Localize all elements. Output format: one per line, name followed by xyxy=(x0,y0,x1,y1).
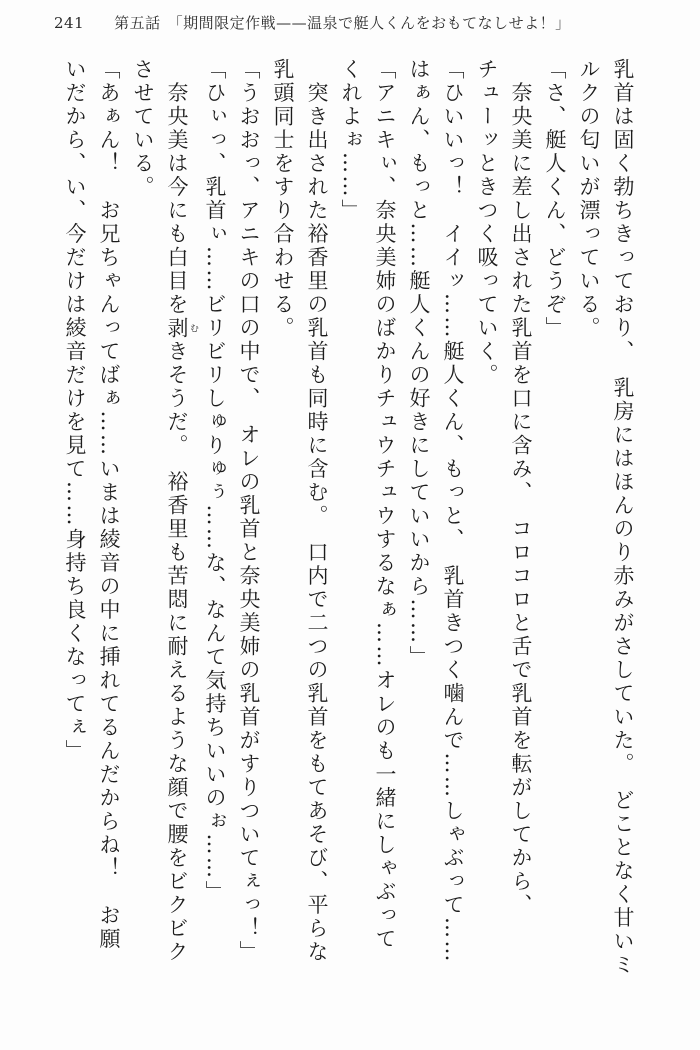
text-line: チューッときつく吸っていく。 xyxy=(475,58,499,387)
text-line: いだから、い、今だけは綾音だけを見て……身持ち良くなってぇ」 xyxy=(63,58,87,763)
text-line: くれよぉ……」 xyxy=(339,58,363,223)
chapter-label: 第五話 xyxy=(114,14,161,32)
text-line: 「さ、艇人くん、どうぞ」 xyxy=(543,58,567,340)
text-line: させている。 xyxy=(131,58,155,199)
text-line: 奈央美に差し出された乳首を口に含み、 コロコロと舌で乳首を転がしてから、 xyxy=(509,58,533,917)
text-line: 奈央美は今にも白目を剥 むきそうだ。 裕香里も苦悶に耐えるような顔で腰をビクビク xyxy=(165,58,198,964)
text-line: はぁん、もっと……艇人くんの好きにしていいから……」 xyxy=(407,58,431,669)
text-line: 突き出された裕香里の乳首も同時に含む。 口内で二つの乳首をもてあそび、平らな xyxy=(305,58,329,964)
text-body xyxy=(60,58,640,1026)
page-number: 241 xyxy=(54,14,85,32)
page-header xyxy=(54,12,571,33)
chapter-title: 「期間限定作戦——温泉で艇人くんをおもてなしせよ！」 xyxy=(167,14,571,32)
text-line: 「うおおっ、アニキの口の中で、 オレの乳首と奈央美姉の乳首がすりついてぇっ！」 xyxy=(237,58,261,964)
text-line: 「アニキぃ、奈央美姉のばかりチュウチュウするなぁ……オレのも一緒にしゃぶって xyxy=(373,58,397,951)
text-line: 「あぁん！ お兄ちゃんってばぁ……いまは綾音の中に挿れてるんだからね！ お願 xyxy=(97,58,121,951)
text-line: 乳首は固く勃ちきっており、 乳房にはほんのり赤みがさしていた。 どことなく甘いミ xyxy=(611,58,635,977)
text-line: 「ひいいっ！ イイッ……艇人くん、もっと、 乳首きつく噛んで……しゃぶって…… xyxy=(441,58,465,964)
text-line: 「ひぃっ、乳首ぃ……ビリビリしゅりゅぅ……な、なんて気持ちいいのぉ……」 xyxy=(203,58,227,904)
text-line: 乳頭同士をすり合わせる。 xyxy=(271,58,295,340)
text-line: ルクの匂いが漂っている。 xyxy=(577,58,601,340)
